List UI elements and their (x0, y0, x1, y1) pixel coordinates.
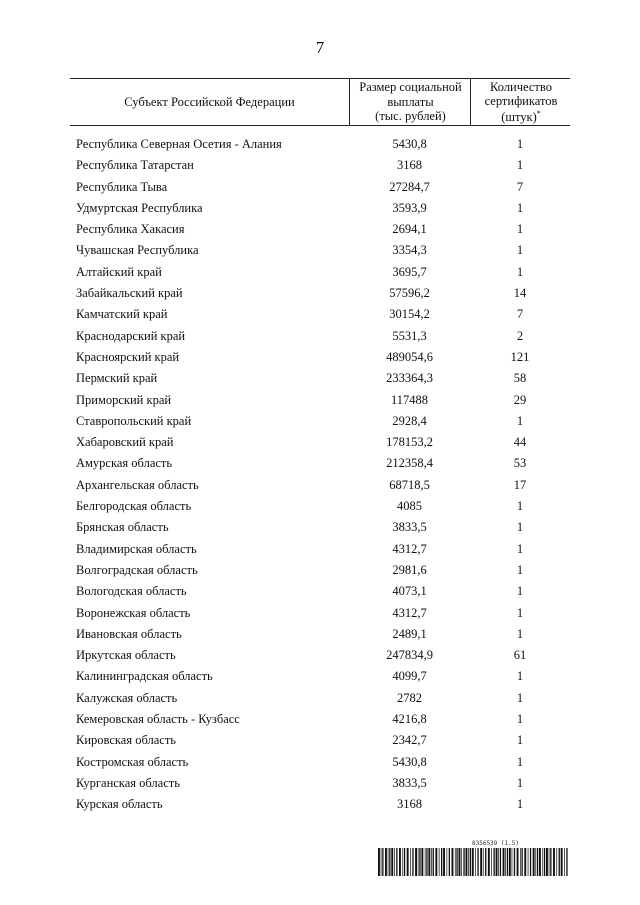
row-count: 44 (513, 435, 527, 450)
table-row (70, 645, 570, 666)
table-row (70, 304, 570, 325)
row-subject: Удмуртская Республика (76, 200, 203, 215)
row-amount: 5430,8 (392, 137, 427, 151)
table-row (70, 219, 570, 240)
row-subject: Калининградская область (76, 669, 213, 684)
row-subject: Забайкальский край (76, 286, 183, 301)
row-amount: 3593,9 (392, 200, 427, 215)
row-subject: Приморский край (76, 392, 172, 407)
row-count: 1 (516, 499, 524, 514)
row-count: 1 (516, 690, 524, 705)
row-amount: 2489,1 (392, 626, 427, 641)
row-count: 29 (513, 392, 527, 407)
row-count: 1 (516, 541, 524, 556)
header-subject-label: Субъект Российской Федерации (124, 94, 295, 109)
row-count: 1 (516, 605, 524, 620)
header-count-line3-wrap (485, 109, 558, 125)
row-count: 17 (513, 477, 527, 492)
row-amount: 68718,5 (389, 477, 430, 492)
row-count: 14 (513, 286, 527, 301)
row-count: 53 (513, 456, 527, 471)
table-row (70, 581, 570, 602)
row-amount: 212358,4 (386, 456, 433, 471)
table-row (70, 730, 570, 751)
header-count-line2: сертификатов (484, 94, 558, 109)
row-count: 1 (516, 520, 524, 535)
document-stamp-code: 8356539 (1.5) (472, 840, 519, 847)
row-amount: 2694,1 (392, 222, 427, 237)
row-count: 58 (513, 371, 527, 386)
table-row (70, 709, 570, 730)
row-amount: 489054,6 (386, 349, 433, 364)
table-row (70, 666, 570, 687)
row-amount: 2342,7 (392, 733, 427, 748)
table-row (70, 496, 570, 517)
row-count: 121 (510, 349, 530, 364)
header-amount (349, 79, 471, 125)
row-amount: 5531,3 (392, 328, 427, 343)
table-row (70, 155, 570, 176)
row-amount: 3168 (397, 158, 422, 173)
table-row (70, 453, 570, 474)
table-row (70, 560, 570, 581)
row-amount: 247834,9 (386, 648, 433, 663)
table-row (70, 624, 570, 645)
table-row (70, 432, 570, 453)
row-subject: Краснодарский край (76, 328, 186, 343)
row-subject: Хабаровский край (76, 435, 174, 450)
row-subject: Республика Хакасия (76, 222, 185, 237)
row-amount: 3833,5 (392, 520, 427, 535)
page-number: 7 (315, 38, 325, 57)
table-row (70, 283, 570, 304)
table-row (70, 134, 570, 155)
row-subject: Кемеровская область - Кузбасс (76, 712, 240, 727)
row-subject: Ивановская область (76, 626, 182, 641)
row-count: 1 (516, 243, 524, 258)
table-row (70, 794, 570, 815)
row-subject: Ставропольский край (76, 413, 192, 428)
row-amount: 4216,8 (392, 712, 427, 727)
row-amount: 57596,2 (389, 286, 430, 301)
table-body (70, 134, 570, 816)
row-amount: 30154,2 (389, 307, 430, 322)
row-subject: Амурская область (76, 456, 173, 471)
row-amount: 5430,8 (392, 754, 427, 769)
row-count: 1 (516, 158, 524, 173)
row-subject: Владимирская область (76, 541, 197, 556)
table-row (70, 517, 570, 538)
row-amount: 2981,6 (392, 562, 427, 577)
row-subject: Курская область (76, 797, 163, 812)
row-amount: 4312,7 (392, 605, 427, 620)
row-amount: 4312,7 (392, 541, 427, 556)
row-count: 1 (516, 584, 524, 599)
row-count: 1 (516, 669, 524, 684)
table-row (70, 326, 570, 347)
table-row (70, 240, 570, 261)
row-count: 7 (516, 179, 524, 194)
table-row (70, 262, 570, 283)
row-subject: Республика Татарстан (76, 158, 194, 173)
header-subject (70, 79, 349, 125)
table-row (70, 368, 570, 389)
row-amount: 3695,7 (392, 264, 427, 279)
barcode-icon (378, 848, 568, 876)
row-amount: 178153,2 (386, 435, 433, 450)
table-header (70, 78, 570, 126)
row-count: 61 (513, 648, 527, 663)
table-row (70, 752, 570, 773)
row-subject: Калужская область (76, 690, 178, 705)
table-row (70, 603, 570, 624)
row-subject: Республика Тыва (76, 179, 168, 194)
row-count: 1 (516, 137, 524, 151)
row-subject: Красноярский край (76, 349, 180, 364)
row-amount: 4073,1 (392, 584, 427, 599)
row-count: 1 (516, 797, 524, 812)
footnote-mark: * (536, 108, 541, 118)
row-amount: 27284,7 (389, 179, 430, 194)
table-row (70, 475, 570, 496)
header-count-line1: Количество (490, 79, 552, 94)
table-row (70, 411, 570, 432)
row-amount: 3354,3 (392, 243, 427, 258)
row-subject: Республика Северная Осетия - Алания (76, 137, 282, 151)
table-row (70, 177, 570, 198)
row-amount: 4099,7 (392, 669, 427, 684)
row-subject: Кировская область (76, 733, 177, 748)
row-subject: Костромская область (76, 754, 189, 769)
row-subject: Вологодская область (76, 584, 187, 599)
row-subject: Белгородская область (76, 499, 192, 514)
row-count: 7 (516, 307, 524, 322)
row-subject: Чувашская Республика (76, 243, 199, 258)
header-count (470, 79, 571, 125)
row-amount: 2782 (397, 690, 422, 705)
table-row (70, 688, 570, 709)
row-subject: Брянская область (76, 520, 169, 535)
row-amount: 3833,5 (392, 775, 427, 790)
row-subject: Волгоградская область (76, 562, 198, 577)
table-row (70, 347, 570, 368)
header-count-line3: (штук) (501, 109, 537, 124)
row-amount: 4085 (397, 499, 422, 514)
row-amount: 2928,4 (392, 413, 427, 428)
row-subject: Курганская область (76, 775, 180, 790)
row-count: 1 (516, 733, 524, 748)
table-row (70, 390, 570, 411)
row-amount: 117488 (390, 392, 429, 407)
row-count: 1 (516, 712, 524, 727)
row-count: 1 (516, 413, 524, 428)
row-subject: Камчатский край (76, 307, 168, 322)
row-count: 1 (516, 222, 524, 237)
row-count: 1 (516, 775, 524, 790)
row-subject: Архангельская область (76, 477, 199, 492)
table-row (70, 198, 570, 219)
row-subject: Алтайский край (76, 264, 162, 279)
row-count: 1 (516, 754, 524, 769)
row-count: 1 (516, 562, 524, 577)
table-row (70, 773, 570, 794)
row-subject: Иркутская область (76, 648, 176, 663)
table-row (70, 539, 570, 560)
header-amount-line3: (тыс. рублей) (375, 109, 446, 124)
row-count: 1 (516, 626, 524, 641)
row-count: 1 (516, 264, 524, 279)
row-subject: Пермский край (76, 371, 158, 386)
row-count: 2 (516, 328, 524, 343)
row-amount: 3168 (397, 797, 422, 812)
row-amount: 233364,3 (386, 371, 433, 386)
row-count: 1 (516, 200, 524, 215)
header-amount-line2: выплаты (387, 94, 434, 109)
row-subject: Воронежская область (76, 605, 191, 620)
header-amount-line1: Размер социальной (359, 80, 462, 95)
